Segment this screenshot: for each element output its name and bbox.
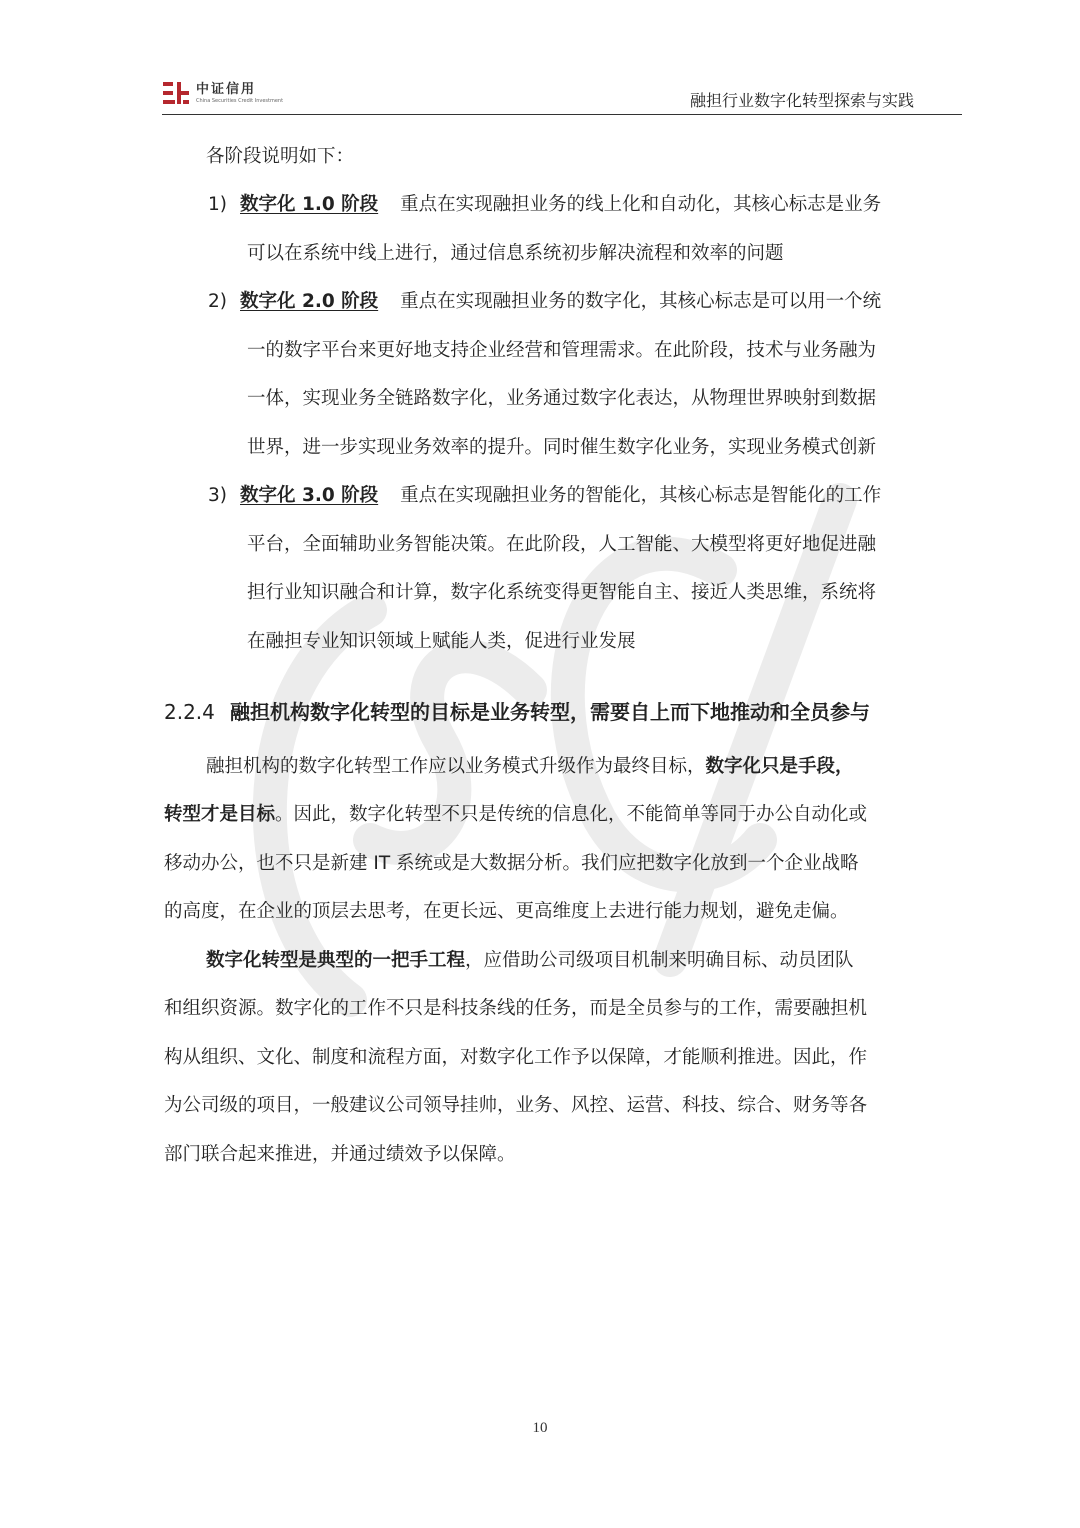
page-header <box>162 70 962 115</box>
stage-description: 重点在实现融担业务的智能化，其核心标志是智能化的工作 <box>400 485 882 506</box>
stage-description: 担行业知识融合和计算，数字化系统变得更智能自主、接近人类思维，系统将 <box>247 582 877 603</box>
stage-description: 重点在实现融担业务的线上化和自动化，其核心标志是业务 <box>400 194 882 215</box>
paragraph-2-line: 和组织资源。数字化的工作不只是科技条线的任务，而是全员参与的工作，需要融担机 <box>164 998 868 1019</box>
stage-1-first-line <box>208 193 881 217</box>
stage-label: 数字化 3.0 阶段 <box>240 485 379 506</box>
paragraph-1-line: 的高度，在企业的顶层去思考，在更长远、更高维度上去进行能力规划，避免走偏。 <box>164 901 849 922</box>
stage-number: 2) <box>208 291 227 312</box>
logo-mark-icon <box>162 79 190 107</box>
paragraph-2-line <box>206 949 854 973</box>
stage-number: 1) <box>208 194 227 215</box>
stage-3-first-line <box>208 484 881 508</box>
paragraph-text: 融担机构的数字化转型工作应以业务模式升级作为最终目标， <box>206 756 706 777</box>
paragraph-1-line <box>164 803 867 827</box>
emphasis-text: 数字化只是手段， <box>705 756 854 777</box>
section-number: 2.2.4 <box>164 700 215 724</box>
paragraph-2-line: 部门联合起来推进，并通过绩效予以保障。 <box>164 1144 516 1165</box>
paragraph-1-line: 移动办公，也不只是新建 IT 系统或是大数据分析。我们应把数字化放到一个企业战略 <box>164 853 859 874</box>
emphasis-text: 数字化转型是典型的一把手工程 <box>206 950 466 971</box>
paragraph-2-line: 为公司级的项目，一般建议公司领导挂帅，业务、风控、运营、科技、综合、财务等各 <box>164 1095 868 1116</box>
stage-description: 世界，进一步实现业务效率的提升。同时催生数字化业务，实现业务模式创新 <box>247 437 877 458</box>
emphasis-text: 转型才是目标 <box>164 804 276 825</box>
paragraph-text: ，应借助公司级项目机制来明确目标、动员团队 <box>465 950 854 971</box>
logo-english-name: China Securities Credit Investment <box>196 97 284 104</box>
stage-2-first-line <box>208 290 881 314</box>
stage-description: 平台，全面辅助业务智能决策。在此阶段，人工智能、大模型将更好地促进融 <box>247 534 877 555</box>
stage-label: 数字化 2.0 阶段 <box>240 291 379 312</box>
paragraph-2-line: 构从组织、文化、制度和流程方面，对数字化工作予以保障，才能顺利推进。因此，作 <box>164 1047 868 1068</box>
stage-description: 一体，实现业务全链路数字化，业务通过数字化表达，从物理世界映射到数据 <box>247 388 877 409</box>
section-title: 融担机构数字化转型的目标是业务转型，需要自上而下地推动和全员参与 <box>230 700 870 724</box>
stage-description: 一的数字平台来更好地支持企业经营和管理需求。在此阶段，技术与业务融为 <box>247 340 877 361</box>
intro-text: 各阶段说明如下： <box>206 146 355 167</box>
paragraph-text: 。因此，数字化转型不只是传统的信息化，不能简单等同于办公自动化或 <box>275 804 868 825</box>
logo-chinese-name: 中证信用 <box>196 81 257 97</box>
section-heading <box>164 700 870 724</box>
paragraph-1-line <box>206 755 854 779</box>
page-number: 10 <box>532 1420 548 1436</box>
stage-description: 重点在实现融担业务的数字化，其核心标志是可以用一个统 <box>400 291 882 312</box>
stage-number: 3) <box>208 485 227 506</box>
stage-description: 可以在系统中线上进行，通过信息系统初步解决流程和效率的问题 <box>247 243 784 264</box>
company-logo <box>162 78 283 108</box>
stage-label: 数字化 1.0 阶段 <box>240 194 379 215</box>
stage-description: 在融担专业知识领域上赋能人类，促进行业发展 <box>247 631 636 652</box>
document-title: 融担行业数字化转型探索与实践 <box>689 91 914 110</box>
